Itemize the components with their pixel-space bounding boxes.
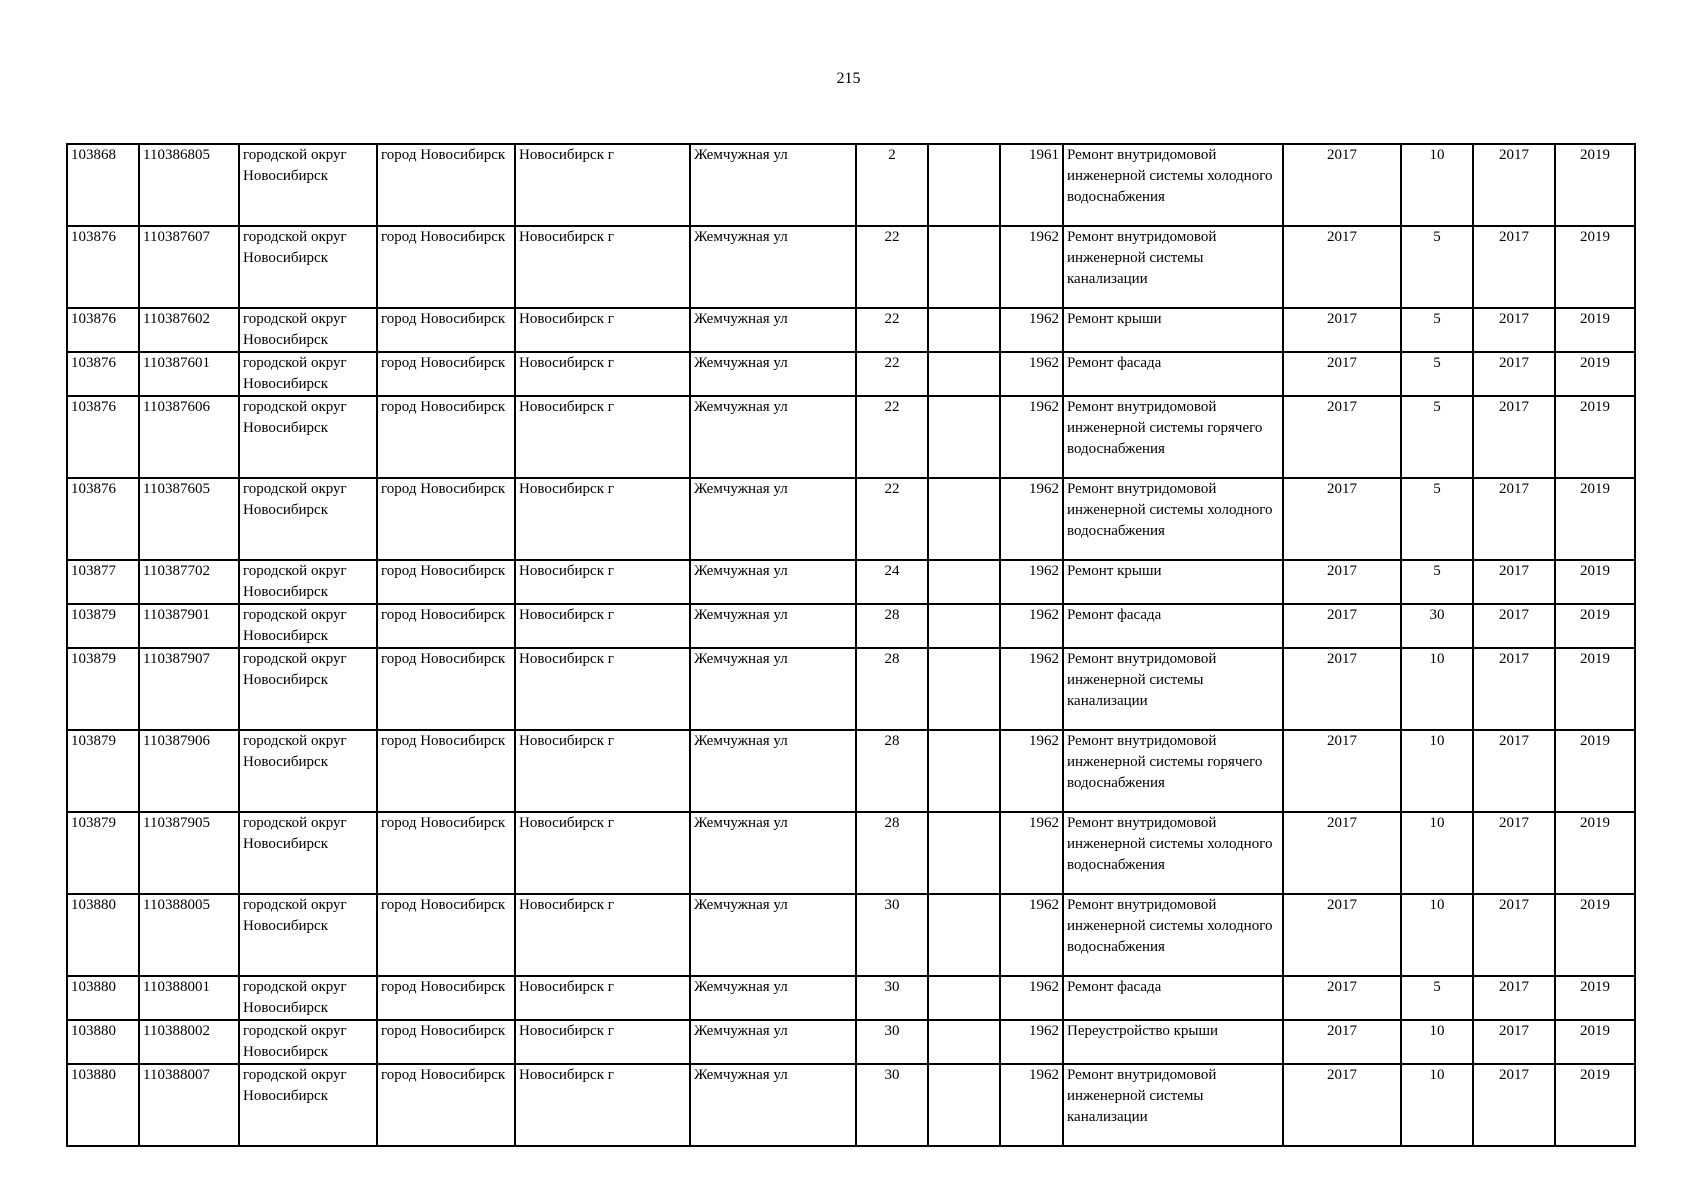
- cell-municipal-district: городской округ Новосибирск: [239, 976, 377, 1020]
- cell-settlement: город Новосибирск: [377, 894, 515, 976]
- cell-building: [928, 894, 1000, 976]
- cell-year-built: 1962: [1000, 308, 1063, 352]
- cell-street: Жемчужная ул: [690, 226, 856, 308]
- cell-municipal-district: городской округ Новосибирск: [239, 1020, 377, 1064]
- cell-locality: Новосибирск г: [515, 560, 690, 604]
- cell-work-code: 110387602: [139, 308, 239, 352]
- cell-plan-year: 2017: [1283, 604, 1401, 648]
- cell-building: [928, 812, 1000, 894]
- cell-work-code: 110387607: [139, 226, 239, 308]
- cell-building: [928, 352, 1000, 396]
- cell-house-number: 30: [856, 894, 928, 976]
- cell-street: Жемчужная ул: [690, 396, 856, 478]
- cell-house-id: 103880: [67, 976, 139, 1020]
- cell-settlement: город Новосибирск: [377, 812, 515, 894]
- cell-settlement: город Новосибирск: [377, 352, 515, 396]
- cell-house-number: 22: [856, 226, 928, 308]
- table-row: [67, 604, 1635, 648]
- cell-plan-year: 2017: [1283, 308, 1401, 352]
- cell-count: 10: [1401, 1064, 1473, 1146]
- cell-locality: Новосибирск г: [515, 976, 690, 1020]
- cell-house-number: 30: [856, 1020, 928, 1064]
- cell-start-year: 2017: [1473, 226, 1555, 308]
- cell-year-built: 1962: [1000, 560, 1063, 604]
- cell-house-number: 24: [856, 560, 928, 604]
- cell-count: 5: [1401, 976, 1473, 1020]
- cell-work-code: 110388007: [139, 1064, 239, 1146]
- cell-work-code: 110387901: [139, 604, 239, 648]
- cell-start-year: 2017: [1473, 812, 1555, 894]
- cell-year-built: 1962: [1000, 604, 1063, 648]
- cell-start-year: 2017: [1473, 478, 1555, 560]
- cell-settlement: город Новосибирск: [377, 604, 515, 648]
- cell-municipal-district: городской округ Новосибирск: [239, 604, 377, 648]
- cell-plan-year: 2017: [1283, 1020, 1401, 1064]
- cell-count: 10: [1401, 894, 1473, 976]
- cell-settlement: город Новосибирск: [377, 976, 515, 1020]
- cell-plan-year: 2017: [1283, 894, 1401, 976]
- cell-locality: Новосибирск г: [515, 308, 690, 352]
- cell-municipal-district: городской округ Новосибирск: [239, 894, 377, 976]
- cell-count: 10: [1401, 812, 1473, 894]
- page-number: 215: [836, 70, 861, 87]
- cell-street: Жемчужная ул: [690, 478, 856, 560]
- table-row: [67, 308, 1635, 352]
- cell-house-number: 22: [856, 396, 928, 478]
- cell-house-id: 103880: [67, 1064, 139, 1146]
- cell-count: 5: [1401, 226, 1473, 308]
- cell-work-type: Ремонт внутридомовой инженерной системы канализации: [1063, 226, 1283, 308]
- table-row: [67, 812, 1635, 894]
- cell-start-year: 2017: [1473, 308, 1555, 352]
- cell-start-year: 2017: [1473, 1020, 1555, 1064]
- cell-year-built: 1962: [1000, 812, 1063, 894]
- cell-work-code: 110387905: [139, 812, 239, 894]
- cell-work-type: Ремонт внутридомовой инженерной системы горячего водоснабжения: [1063, 730, 1283, 812]
- cell-count: 5: [1401, 478, 1473, 560]
- cell-count: 5: [1401, 396, 1473, 478]
- cell-year-built: 1962: [1000, 478, 1063, 560]
- cell-house-id: 103876: [67, 396, 139, 478]
- cell-locality: Новосибирск г: [515, 1020, 690, 1064]
- table-body: [67, 144, 1635, 1146]
- cell-house-id: 103879: [67, 812, 139, 894]
- cell-house-number: 22: [856, 478, 928, 560]
- capital-repair-table: [66, 143, 1636, 1147]
- table-row: [67, 144, 1635, 226]
- cell-work-type: Переустройство крыши: [1063, 1020, 1283, 1064]
- cell-street: Жемчужная ул: [690, 730, 856, 812]
- cell-year-built: 1962: [1000, 352, 1063, 396]
- cell-work-code: 110388001: [139, 976, 239, 1020]
- table-row: [67, 560, 1635, 604]
- table-row: [67, 226, 1635, 308]
- cell-house-id: 103879: [67, 730, 139, 812]
- cell-house-id: 103880: [67, 894, 139, 976]
- cell-house-number: 28: [856, 648, 928, 730]
- cell-plan-year: 2017: [1283, 396, 1401, 478]
- cell-house-id: 103876: [67, 352, 139, 396]
- cell-end-year: 2019: [1555, 1064, 1635, 1146]
- table-row: [67, 396, 1635, 478]
- cell-house-id: 103877: [67, 560, 139, 604]
- cell-street: Жемчужная ул: [690, 894, 856, 976]
- cell-locality: Новосибирск г: [515, 812, 690, 894]
- cell-count: 5: [1401, 560, 1473, 604]
- cell-street: Жемчужная ул: [690, 648, 856, 730]
- cell-work-type: Ремонт внутридомовой инженерной системы холодного водоснабжения: [1063, 144, 1283, 226]
- cell-settlement: город Новосибирск: [377, 308, 515, 352]
- cell-end-year: 2019: [1555, 1020, 1635, 1064]
- cell-locality: Новосибирск г: [515, 226, 690, 308]
- cell-building: [928, 226, 1000, 308]
- cell-house-number: 22: [856, 308, 928, 352]
- cell-start-year: 2017: [1473, 352, 1555, 396]
- cell-house-id: 103876: [67, 226, 139, 308]
- cell-work-code: 110387601: [139, 352, 239, 396]
- table-row: [67, 1020, 1635, 1064]
- cell-settlement: город Новосибирск: [377, 226, 515, 308]
- cell-work-type: Ремонт крыши: [1063, 560, 1283, 604]
- cell-house-number: 28: [856, 604, 928, 648]
- cell-work-code: 110387907: [139, 648, 239, 730]
- cell-work-type: Ремонт фасада: [1063, 604, 1283, 648]
- cell-year-built: 1962: [1000, 976, 1063, 1020]
- cell-locality: Новосибирск г: [515, 894, 690, 976]
- cell-municipal-district: городской округ Новосибирск: [239, 1064, 377, 1146]
- cell-street: Жемчужная ул: [690, 976, 856, 1020]
- cell-municipal-district: городской округ Новосибирск: [239, 812, 377, 894]
- cell-start-year: 2017: [1473, 648, 1555, 730]
- cell-year-built: 1962: [1000, 396, 1063, 478]
- cell-count: 10: [1401, 730, 1473, 812]
- cell-locality: Новосибирск г: [515, 352, 690, 396]
- cell-municipal-district: городской округ Новосибирск: [239, 396, 377, 478]
- cell-municipal-district: городской округ Новосибирск: [239, 144, 377, 226]
- cell-building: [928, 1064, 1000, 1146]
- cell-street: Жемчужная ул: [690, 1064, 856, 1146]
- cell-locality: Новосибирск г: [515, 1064, 690, 1146]
- cell-house-number: 30: [856, 1064, 928, 1146]
- cell-count: 10: [1401, 144, 1473, 226]
- table-row: [67, 976, 1635, 1020]
- cell-settlement: город Новосибирск: [377, 396, 515, 478]
- cell-work-type: Ремонт внутридомовой инженерной системы холодного водоснабжения: [1063, 478, 1283, 560]
- cell-plan-year: 2017: [1283, 478, 1401, 560]
- cell-house-number: 28: [856, 730, 928, 812]
- cell-end-year: 2019: [1555, 604, 1635, 648]
- cell-house-id: 103879: [67, 604, 139, 648]
- cell-plan-year: 2017: [1283, 560, 1401, 604]
- cell-municipal-district: городской округ Новосибирск: [239, 648, 377, 730]
- cell-year-built: 1962: [1000, 730, 1063, 812]
- cell-work-type: Ремонт крыши: [1063, 308, 1283, 352]
- cell-municipal-district: городской округ Новосибирск: [239, 560, 377, 604]
- cell-end-year: 2019: [1555, 308, 1635, 352]
- cell-municipal-district: городской округ Новосибирск: [239, 730, 377, 812]
- cell-end-year: 2019: [1555, 648, 1635, 730]
- cell-start-year: 2017: [1473, 560, 1555, 604]
- cell-plan-year: 2017: [1283, 144, 1401, 226]
- cell-work-type: Ремонт внутридомовой инженерной системы канализации: [1063, 648, 1283, 730]
- cell-year-built: 1962: [1000, 894, 1063, 976]
- cell-year-built: 1962: [1000, 648, 1063, 730]
- cell-year-built: 1962: [1000, 1064, 1063, 1146]
- table-row: [67, 352, 1635, 396]
- cell-street: Жемчужная ул: [690, 812, 856, 894]
- cell-settlement: город Новосибирск: [377, 648, 515, 730]
- cell-locality: Новосибирск г: [515, 396, 690, 478]
- cell-end-year: 2019: [1555, 478, 1635, 560]
- cell-house-id: 103879: [67, 648, 139, 730]
- cell-work-type: Ремонт внутридомовой инженерной системы холодного водоснабжения: [1063, 812, 1283, 894]
- cell-work-code: 110387906: [139, 730, 239, 812]
- cell-count: 30: [1401, 604, 1473, 648]
- cell-start-year: 2017: [1473, 604, 1555, 648]
- cell-municipal-district: городской округ Новосибирск: [239, 308, 377, 352]
- cell-street: Жемчужная ул: [690, 1020, 856, 1064]
- cell-house-id: 103880: [67, 1020, 139, 1064]
- cell-start-year: 2017: [1473, 976, 1555, 1020]
- cell-settlement: город Новосибирск: [377, 1064, 515, 1146]
- cell-building: [928, 144, 1000, 226]
- cell-work-code: 110388005: [139, 894, 239, 976]
- cell-plan-year: 2017: [1283, 226, 1401, 308]
- table-row: [67, 648, 1635, 730]
- cell-end-year: 2019: [1555, 560, 1635, 604]
- cell-plan-year: 2017: [1283, 976, 1401, 1020]
- cell-year-built: 1962: [1000, 1020, 1063, 1064]
- cell-end-year: 2019: [1555, 226, 1635, 308]
- cell-building: [928, 730, 1000, 812]
- cell-end-year: 2019: [1555, 812, 1635, 894]
- cell-end-year: 2019: [1555, 396, 1635, 478]
- cell-settlement: город Новосибирск: [377, 560, 515, 604]
- cell-year-built: 1961: [1000, 144, 1063, 226]
- cell-work-type: Ремонт внутридомовой инженерной системы канализации: [1063, 1064, 1283, 1146]
- cell-locality: Новосибирск г: [515, 604, 690, 648]
- cell-building: [928, 648, 1000, 730]
- cell-count: 5: [1401, 308, 1473, 352]
- cell-start-year: 2017: [1473, 730, 1555, 812]
- cell-municipal-district: городской округ Новосибирск: [239, 478, 377, 560]
- cell-work-code: 110387606: [139, 396, 239, 478]
- cell-year-built: 1962: [1000, 226, 1063, 308]
- cell-house-number: 2: [856, 144, 928, 226]
- cell-work-code: 110387702: [139, 560, 239, 604]
- cell-building: [928, 560, 1000, 604]
- cell-start-year: 2017: [1473, 144, 1555, 226]
- cell-work-code: 110388002: [139, 1020, 239, 1064]
- cell-work-code: 110387605: [139, 478, 239, 560]
- cell-building: [928, 308, 1000, 352]
- cell-work-code: 110386805: [139, 144, 239, 226]
- cell-end-year: 2019: [1555, 352, 1635, 396]
- table-row: [67, 730, 1635, 812]
- cell-plan-year: 2017: [1283, 730, 1401, 812]
- cell-street: Жемчужная ул: [690, 144, 856, 226]
- cell-settlement: город Новосибирск: [377, 1020, 515, 1064]
- cell-street: Жемчужная ул: [690, 560, 856, 604]
- cell-locality: Новосибирск г: [515, 478, 690, 560]
- cell-house-id: 103876: [67, 308, 139, 352]
- cell-start-year: 2017: [1473, 1064, 1555, 1146]
- table-row: [67, 894, 1635, 976]
- cell-plan-year: 2017: [1283, 648, 1401, 730]
- cell-work-type: Ремонт фасада: [1063, 976, 1283, 1020]
- cell-street: Жемчужная ул: [690, 604, 856, 648]
- cell-plan-year: 2017: [1283, 352, 1401, 396]
- cell-building: [928, 1020, 1000, 1064]
- cell-count: 10: [1401, 1020, 1473, 1064]
- cell-start-year: 2017: [1473, 894, 1555, 976]
- cell-building: [928, 396, 1000, 478]
- cell-work-type: Ремонт внутридомовой инженерной системы горячего водоснабжения: [1063, 396, 1283, 478]
- cell-street: Жемчужная ул: [690, 352, 856, 396]
- cell-building: [928, 478, 1000, 560]
- cell-house-number: 28: [856, 812, 928, 894]
- cell-count: 5: [1401, 352, 1473, 396]
- cell-municipal-district: городской округ Новосибирск: [239, 226, 377, 308]
- cell-settlement: город Новосибирск: [377, 478, 515, 560]
- cell-locality: Новосибирск г: [515, 730, 690, 812]
- cell-work-type: Ремонт фасада: [1063, 352, 1283, 396]
- table-row: [67, 478, 1635, 560]
- cell-house-id: 103868: [67, 144, 139, 226]
- cell-building: [928, 604, 1000, 648]
- cell-work-type: Ремонт внутридомовой инженерной системы холодного водоснабжения: [1063, 894, 1283, 976]
- cell-plan-year: 2017: [1283, 812, 1401, 894]
- table-row: [67, 1064, 1635, 1146]
- cell-municipal-district: городской округ Новосибирск: [239, 352, 377, 396]
- cell-settlement: город Новосибирск: [377, 730, 515, 812]
- cell-end-year: 2019: [1555, 144, 1635, 226]
- cell-house-id: 103876: [67, 478, 139, 560]
- cell-house-number: 22: [856, 352, 928, 396]
- cell-locality: Новосибирск г: [515, 648, 690, 730]
- cell-locality: Новосибирск г: [515, 144, 690, 226]
- cell-house-number: 30: [856, 976, 928, 1020]
- cell-start-year: 2017: [1473, 396, 1555, 478]
- cell-count: 10: [1401, 648, 1473, 730]
- cell-end-year: 2019: [1555, 730, 1635, 812]
- cell-end-year: 2019: [1555, 976, 1635, 1020]
- cell-plan-year: 2017: [1283, 1064, 1401, 1146]
- cell-building: [928, 976, 1000, 1020]
- cell-settlement: город Новосибирск: [377, 144, 515, 226]
- cell-street: Жемчужная ул: [690, 308, 856, 352]
- cell-end-year: 2019: [1555, 894, 1635, 976]
